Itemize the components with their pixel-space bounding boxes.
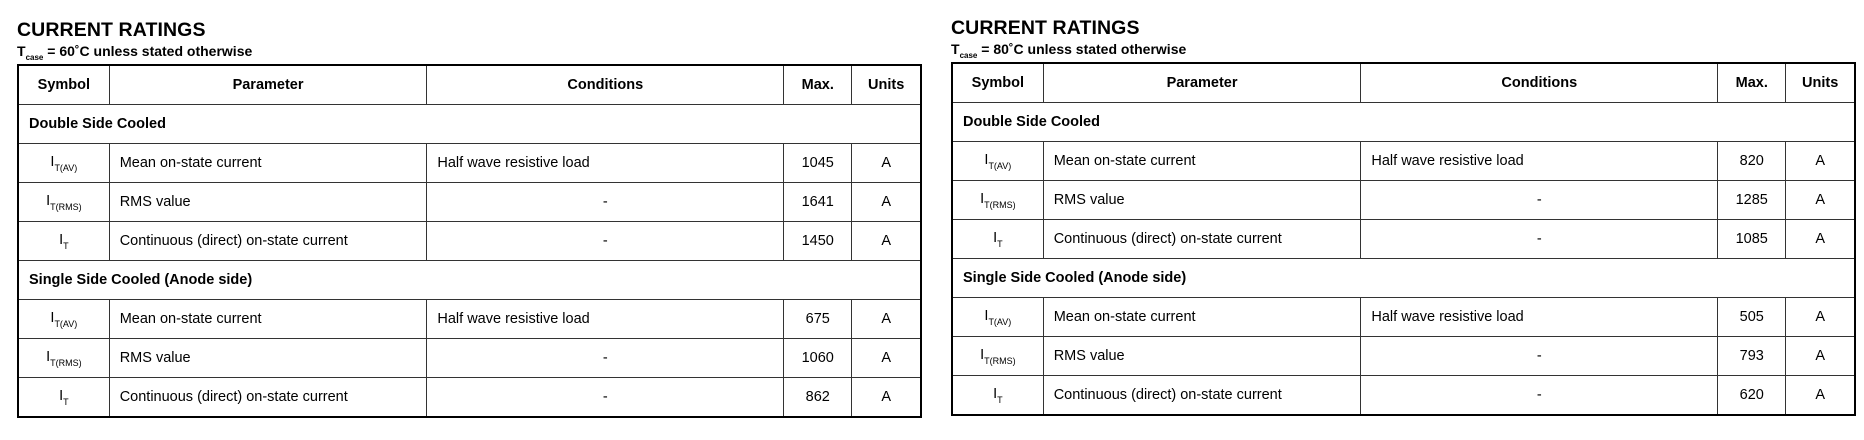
note-text: = 60˚C unless stated otherwise	[43, 43, 253, 59]
table-row	[952, 337, 1855, 376]
table-row	[952, 376, 1855, 416]
symbol-cell	[952, 142, 1043, 181]
symbol-subscript: T(RMS)	[50, 201, 82, 212]
note-subscript: case	[25, 53, 44, 62]
max-value-cell: 1085	[1718, 220, 1786, 259]
conditions-header: Conditions	[1361, 63, 1718, 103]
symbol-cell	[18, 339, 109, 378]
symbol-cell	[952, 298, 1043, 337]
table-row	[952, 220, 1855, 259]
parameter-cell: Mean on-state current	[1043, 142, 1361, 181]
units-cell: A	[852, 222, 921, 261]
max-value-cell: 1060	[784, 339, 852, 378]
symbol-cell	[952, 220, 1043, 259]
max-header: Max.	[1718, 63, 1786, 103]
symbol-letter: I	[46, 192, 51, 209]
ratings-table	[17, 64, 922, 418]
units-cell: A	[852, 300, 921, 339]
table-row	[18, 183, 921, 222]
parameter-cell: Continuous (direct) on-state current	[1043, 376, 1361, 416]
units-cell: A	[1786, 298, 1855, 337]
symbol-letter: I	[993, 385, 998, 402]
parameter-header: Parameter	[109, 65, 427, 105]
symbol-cell	[18, 222, 109, 261]
table-row	[18, 222, 921, 261]
symbol-subscript: T(AV)	[54, 318, 78, 329]
ratings-table	[951, 62, 1856, 416]
max-value-cell: 505	[1718, 298, 1786, 337]
symbol-subscript: T	[63, 396, 69, 407]
conditions-cell: Half wave resistive load	[427, 144, 784, 183]
conditions-cell: -	[1361, 376, 1718, 416]
note-subscript: case	[959, 51, 978, 60]
symbol-header: Symbol	[18, 65, 109, 105]
parameter-cell: Mean on-state current	[109, 144, 427, 183]
max-value-cell: 675	[784, 300, 852, 339]
symbol-letter: I	[50, 153, 55, 170]
units-cell: A	[1786, 220, 1855, 259]
header-row	[18, 65, 921, 105]
section-label: Single Side Cooled (Anode side)	[18, 261, 921, 300]
table-row	[18, 339, 921, 378]
max-value-cell: 1045	[784, 144, 852, 183]
conditions-cell: -	[427, 378, 784, 418]
max-value-cell: 1285	[1718, 181, 1786, 220]
max-value-cell: 1450	[784, 222, 852, 261]
symbol-letter: I	[984, 151, 989, 168]
symbol-letter: I	[50, 309, 55, 326]
symbol-subscript: T	[63, 240, 69, 251]
max-value-cell: 793	[1718, 337, 1786, 376]
units-header: Units	[1786, 63, 1855, 103]
conditions-cell: -	[1361, 181, 1718, 220]
parameter-cell: Mean on-state current	[1043, 298, 1361, 337]
symbol-subscript: T(RMS)	[984, 355, 1016, 366]
conditions-cell: Half wave resistive load	[1361, 142, 1718, 181]
max-header: Max.	[784, 65, 852, 105]
symbol-letter: I	[984, 307, 989, 324]
note-text: = 80˚C unless stated otherwise	[977, 41, 1187, 57]
condition-note	[17, 42, 922, 64]
conditions-cell: Half wave resistive load	[427, 300, 784, 339]
conditions-cell: -	[1361, 220, 1718, 259]
units-cell: A	[1786, 142, 1855, 181]
symbol-cell	[18, 300, 109, 339]
parameter-cell: RMS value	[1043, 337, 1361, 376]
section-row	[18, 261, 921, 300]
symbol-letter: I	[59, 387, 64, 404]
max-value-cell: 1641	[784, 183, 852, 222]
max-value-cell: 862	[784, 378, 852, 418]
symbol-subscript: T(AV)	[988, 316, 1012, 327]
conditions-cell: -	[427, 339, 784, 378]
max-value-cell: 620	[1718, 376, 1786, 416]
parameter-cell: Continuous (direct) on-state current	[1043, 220, 1361, 259]
symbol-letter: I	[46, 348, 51, 365]
units-cell: A	[852, 183, 921, 222]
symbol-subscript: T	[997, 238, 1003, 249]
symbol-cell	[18, 378, 109, 418]
units-cell: A	[1786, 376, 1855, 416]
symbol-subscript: T(RMS)	[984, 199, 1016, 210]
section-label: Double Side Cooled	[952, 103, 1855, 142]
units-cell: A	[852, 144, 921, 183]
parameter-cell: Continuous (direct) on-state current	[109, 222, 427, 261]
section-title: CURRENT RATINGS	[951, 17, 1140, 39]
symbol-letter: I	[59, 231, 64, 248]
table-row	[18, 144, 921, 183]
symbol-letter: I	[980, 346, 985, 363]
units-header: Units	[852, 65, 921, 105]
parameter-cell: RMS value	[1043, 181, 1361, 220]
symbol-subscript: T(AV)	[988, 160, 1012, 171]
symbol-letter: I	[993, 229, 998, 246]
symbol-subscript: T(AV)	[54, 162, 78, 173]
symbol-subscript: T(RMS)	[50, 357, 82, 368]
symbol-header: Symbol	[952, 63, 1043, 103]
max-value-cell: 820	[1718, 142, 1786, 181]
conditions-cell: -	[427, 183, 784, 222]
units-cell: A	[1786, 337, 1855, 376]
units-cell: A	[852, 378, 921, 418]
conditions-header: Conditions	[427, 65, 784, 105]
table-row	[952, 181, 1855, 220]
header-row	[952, 63, 1855, 103]
symbol-cell	[18, 183, 109, 222]
note-prefix: T	[951, 41, 960, 57]
units-cell: A	[1786, 181, 1855, 220]
parameter-cell: RMS value	[109, 183, 427, 222]
section-title: CURRENT RATINGS	[17, 19, 206, 41]
parameter-header: Parameter	[1043, 63, 1361, 103]
symbol-cell	[952, 376, 1043, 416]
conditions-cell: Half wave resistive load	[1361, 298, 1718, 337]
table-row	[952, 298, 1855, 337]
condition-note	[951, 40, 1856, 62]
symbol-letter: I	[980, 190, 985, 207]
units-cell: A	[852, 339, 921, 378]
symbol-subscript: T	[997, 394, 1003, 405]
conditions-cell: -	[427, 222, 784, 261]
parameter-cell: Mean on-state current	[109, 300, 427, 339]
parameter-cell: RMS value	[109, 339, 427, 378]
section-label: Double Side Cooled	[18, 105, 921, 144]
section-row	[952, 259, 1855, 298]
section-row	[952, 103, 1855, 142]
ratings-panel-80c	[951, 16, 1856, 416]
table-row	[952, 142, 1855, 181]
symbol-cell	[952, 337, 1043, 376]
conditions-cell: -	[1361, 337, 1718, 376]
section-row	[18, 105, 921, 144]
table-row	[18, 300, 921, 339]
symbol-cell	[952, 181, 1043, 220]
parameter-cell: Continuous (direct) on-state current	[109, 378, 427, 418]
note-prefix: T	[17, 43, 26, 59]
symbol-cell	[18, 144, 109, 183]
ratings-panel-60c	[17, 18, 922, 418]
table-row	[18, 378, 921, 418]
section-label: Single Side Cooled (Anode side)	[952, 259, 1855, 298]
